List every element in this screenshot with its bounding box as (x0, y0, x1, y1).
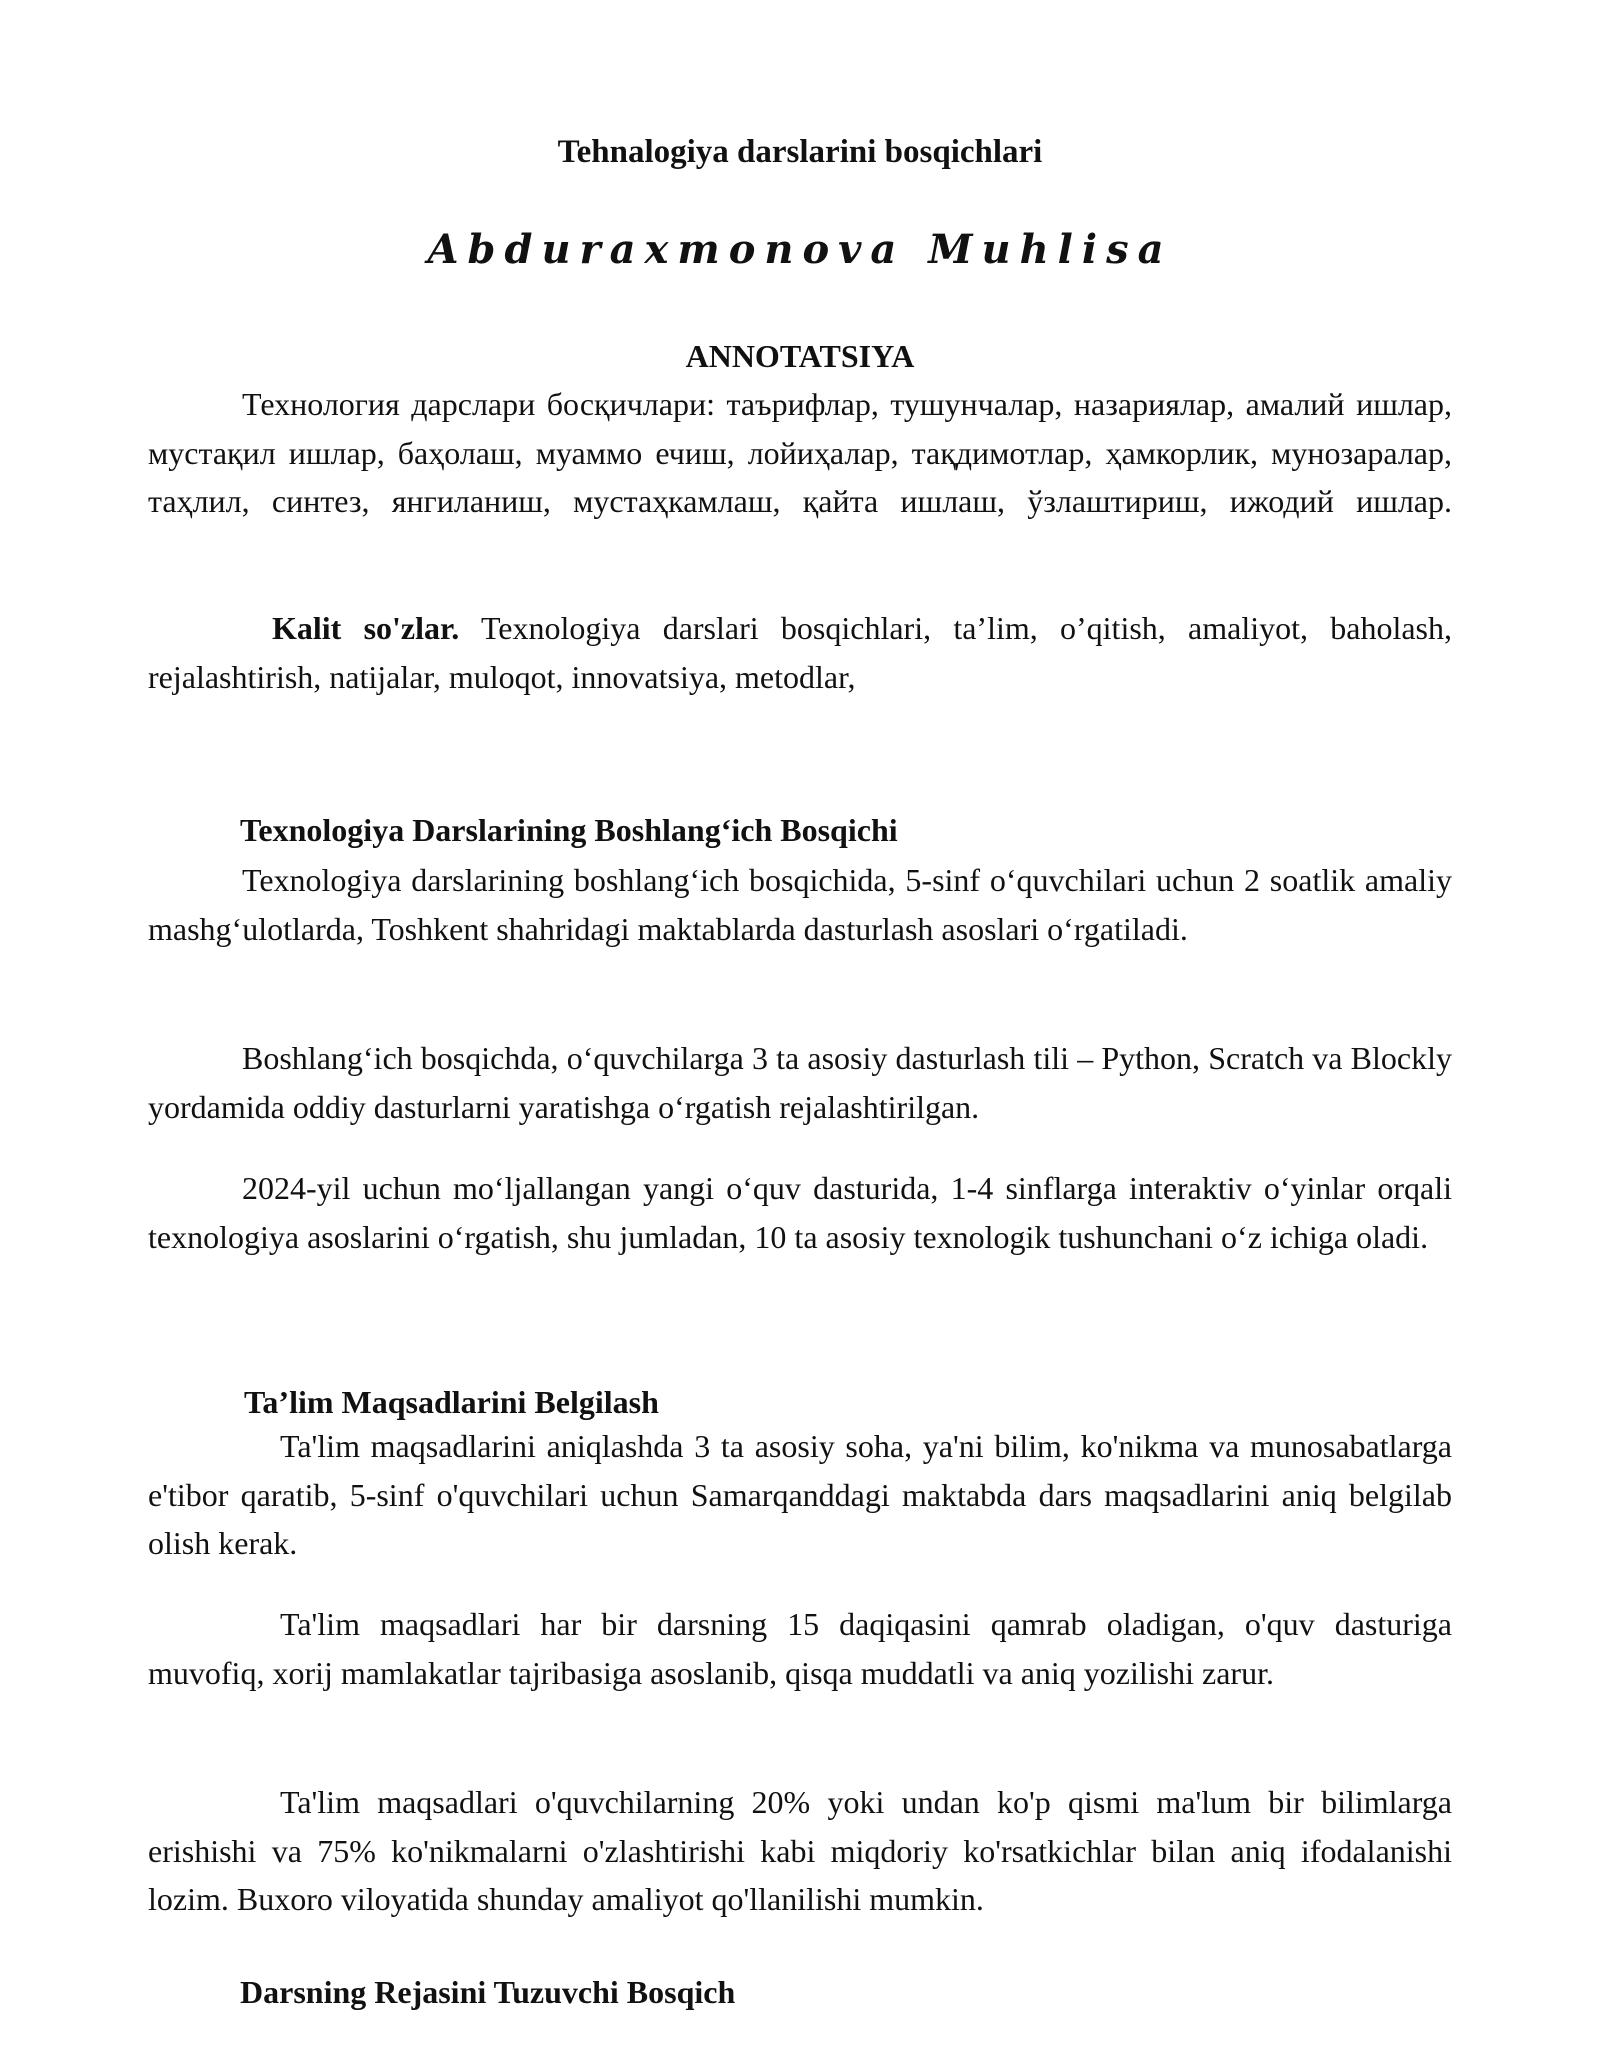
author-name: Abduraxmonova Muhlisa (427, 226, 1173, 273)
section-paragraph: Texnologiya darslarining boshlang‘ich bosqichida, 5-sinf o‘quvchilari uchun 2 soatlik amaliy mashg‘ulotlarda, Toshkent shahridagi maktablarda dasturlash asoslari o‘rgatiladi. (148, 862, 1452, 947)
section-heading: Ta’lim Maqsadlarini Belgilash (244, 1384, 659, 1420)
annotation-paragraph: Технология дарслари босқичлари: таърифлар, тушунчалар, назариялар, амалий ишлар, мустақил ишлар, баҳолаш, муаммо ечиш, лойиҳалар, тақдимотлар, ҳамкорлик, мунозаралар, таҳлил, синтез, янгиланиш, мустаҳкамлаш, қайта ишлаш, ўзлаштириш, ижодий ишлар. (148, 386, 1452, 519)
section-paragraph: 2024-yil uchun mo‘ljallangan yangi o‘quv dasturida, 1-4 sinflarga interaktiv o‘yinlar orqali texnologiya asoslarini o‘rgatish, shu jumladan, 10 ta asosiy texnologik tushunchani o‘z ichiga oladi. (148, 1170, 1452, 1255)
keywords-paragraph (148, 604, 1452, 701)
section-paragraph: Ta'lim maqsadlari o'quvchilarning 20% yoki undan ko'p qismi ma'lum bir bilimlarga erishishi va 75% ko'nikmalarni o'zlashtirishi kabi miqdoriy ko'rsatkichlar bilan aniq ifodalanishi lozim. Buxoro viloyatida shunday amaliyot qo'llanilishi mumkin. (148, 1784, 1452, 1917)
keywords-text: Texnologiya darslari bosqichlari, ta’lim, o’qitish, amaliyot, baholash, rejalashtirish, natijalar, muloqot, innovatsiya, metodlar, (148, 610, 1453, 695)
section-paragraph: Boshlang‘ich bosqichda, o‘quvchilarga 3 ta asosiy dasturlash tili – Python, Scratch va Blockly yordamida oddiy dasturlarni yaratishga o‘rgatish rejalashtirilgan. (148, 1040, 1452, 1125)
section-paragraph: Ta'lim maqsadlarini aniqlashda 3 ta asosiy soha, ya'ni bilim, ko'nikma va munosabatlarga e'tibor qaratib, 5-sinf o'quvchilari uchun Samarqanddagi maktabda dars maqsadlarini aniq belgilab olish kerak. (148, 1428, 1452, 1561)
document-title: Tehnalogiya darslarini bosqichlari (557, 134, 1043, 170)
section-paragraph: Ta'lim maqsadlari har bir darsning 15 daqiqasini qamrab oladigan, o'quv dasturiga muvofiq, xorij mamlakatlar tajribasiga asoslanib, qisqa muddatli va aniq yozilishi zarur. (148, 1606, 1452, 1691)
annotation-heading: ANNOTATSIYA (685, 338, 915, 374)
section-heading: Darsning Rejasini Tuzuvchi Bosqich (240, 1974, 736, 2010)
section-heading: Texnologiya Darslarining Boshlang‘ich Bosqichi (240, 812, 898, 848)
keywords-label: Kalit so'zlar. (272, 610, 460, 646)
